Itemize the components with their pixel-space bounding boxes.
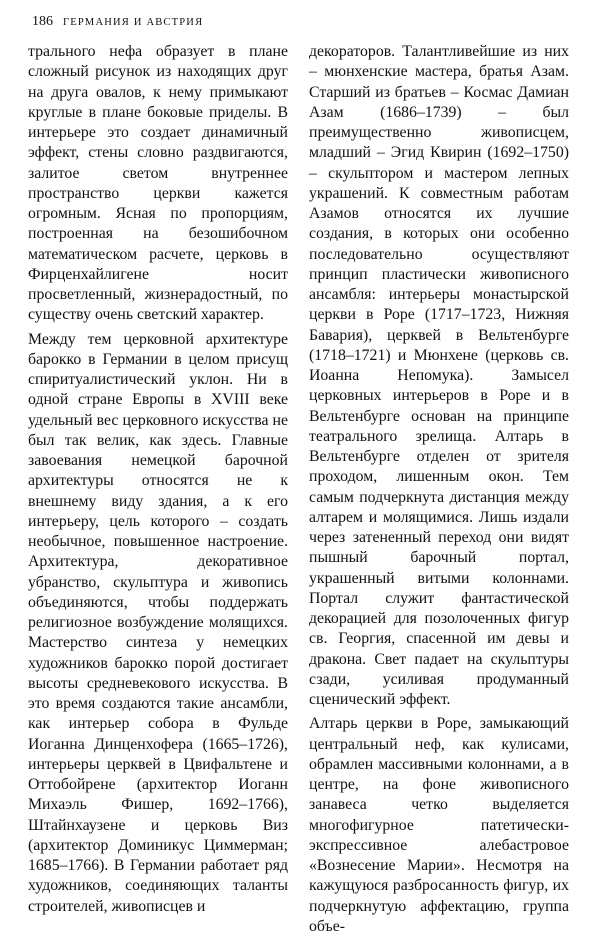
paragraph: декораторов. Талантливейшие из них – мюнхенские мастера, братья Азам. Старший из братьев – Космас Дамиан Азам (1686–1739) – был преимущественно живописцем, младший – Эгид Квирин (1692–1750) – скульптором и мастером лепных украшений. К совместным работам Азамов относятся их лучшие создания, в которых они особенно последовательно осуществляют принцип пластически живописного ансамбля: интерьеры монастырской церкви в Роре (1717–1723, Нижняя Бавария), церквей в Вельтенбурге (1718–1721) и Мюнхене (церковь св. Иоанна Непомука). Замысел церковных интерьеров в Роре и в Вельтенбурге основан на принципе театрального зрелища. Алтарь в Вельтенбурге отделен от зрителя проходом, лишенным окон. Тем самым подчеркнута дистанция между алтарем и молящимися. Лишь издали через затененный переход они видят пышный барочный портал, украшенный витыми колоннами. Портал служит фантастической декорацией для позолоченных фигур св. Георгия, спасенной им девы и дракона. Свет падает на скульптуры сзади, усиливая продуманный сценический эффект. bbox=[309, 43, 569, 708]
paragraph: Алтарь церкви в Роре, замыкающий центральный неф, как кулисами, обрамлен массивными колоннами, а в центре, на фоне живописного занавеса четко выделяется многофигурное патетически-экспрессивное алебастровое «Вознесение Марии». Несмотря на кажущуюся разбросанность фигур, их подчеркнутую аффектацию, группа объе- bbox=[309, 715, 569, 935]
left-column bbox=[28, 42, 288, 915]
running-title: ГЕРМАНИЯ И АВСТРИЯ bbox=[63, 17, 204, 28]
page-header bbox=[32, 14, 560, 36]
page-number: 186 bbox=[32, 14, 53, 29]
paragraph: трального нефа образует в плане сложный рисунок из находящих друг на друга овалов, к нему примыкают круглые в плане боковые приделы. В интерьере это создает динамичный эффект, стены словно раздвигаются, залитое светом внутреннее пространство церкви кажется огромным. Ясная по пропорциям, построенная на безошибочном математическом расчете, церковь в Фирценхайлигене носит просветленный, жизнерадостный, по существу очень светский характер. bbox=[28, 43, 288, 324]
right-column bbox=[309, 42, 569, 935]
paragraph: Между тем церковной архитектуре барокко в Германии в целом присущ спиритуалистический уклон. Ни в одной стране Европы в XVIII веке удельный вес церковного искусства не был так велик, как здесь. Главные завоевания немецкой барочной архитектуры относятся не к внешнему виду здания, а к его интерьеру, цель которого – создать необычное, повышенное настроение. Архитектура, декоративное убранство, скульптура и живопись объединяются, чтобы поддержать религиозное возбуждение молящихся. Мастерство синтеза у немецких художников барокко порой достигает высоты средневекового искусства. В это время создаются такие ансамбли, как интерьер собора в Фульде Иоганна Динценхофера (1665–1726), интерьеры церквей в Цвифальтене и Оттобойрене (архитектор Иоганн Михаэль Фишер, 1692–1766), Штайнхаузене и церковь Виз (архитектор Доминикус Циммерман; 1685–1766). В Германии работает ряд художников, соединяющих таланты строителей, живописцев и bbox=[28, 330, 288, 915]
